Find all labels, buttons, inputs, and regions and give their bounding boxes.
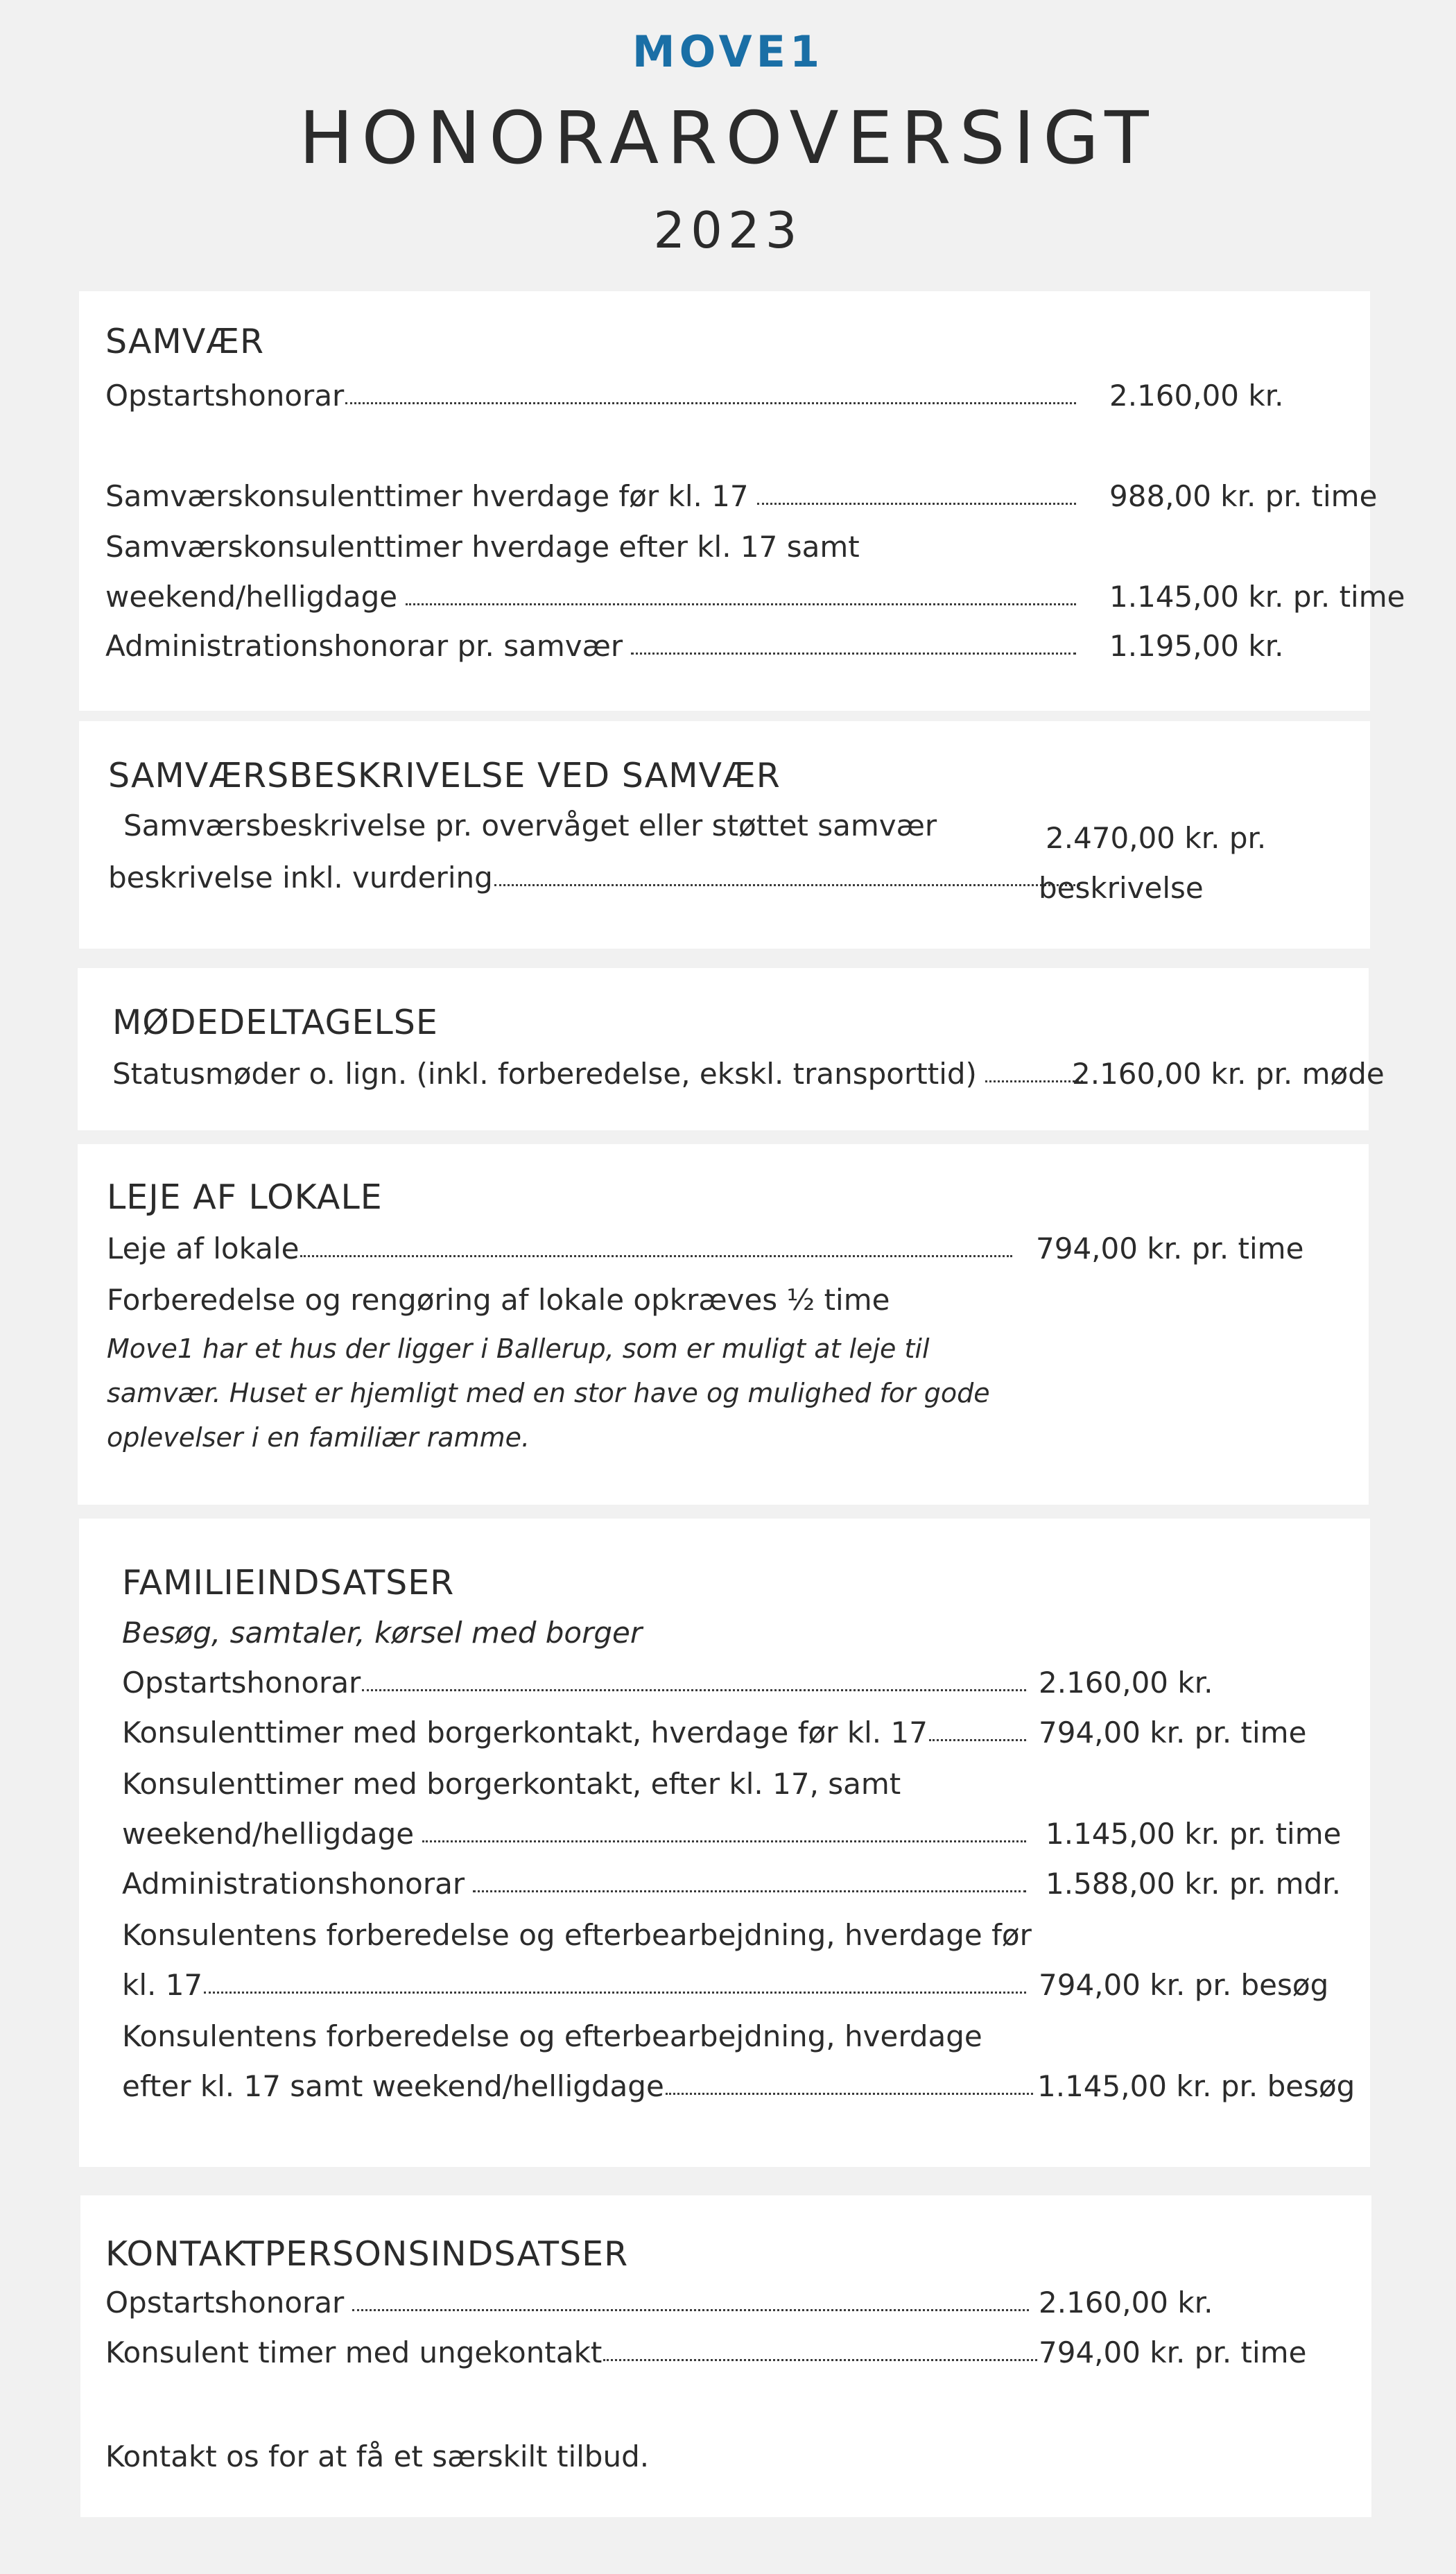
- row-price: 1.145,00 kr. pr. besøg: [1037, 2069, 1355, 2103]
- price-row: [105, 2288, 1353, 2323]
- row-label-line1: Konsulentens forberedelse og efterbearbejdning, hverdage før: [122, 1918, 1032, 1952]
- row-label: Konsulenttimer med borgerkontakt, hverdage før kl. 17: [122, 1716, 928, 1750]
- price-row: [105, 479, 1378, 517]
- house-note-line2: samvær. Huset er hjemligt med en stor have og mulighed for gode: [107, 1378, 990, 1408]
- row-label: Opstartshonorar: [105, 2286, 345, 2320]
- row-label: kl. 17: [122, 1968, 203, 2002]
- row-price: 1.588,00 kr. pr. mdr.: [1046, 1867, 1341, 1901]
- section-heading: SAMVÆRSBESKRIVELSE VED SAMVÆR: [108, 756, 781, 795]
- price-row: [122, 2069, 1363, 2107]
- dot-leader: [362, 1689, 1026, 1691]
- dot-leader: [631, 653, 1076, 655]
- section-heading: MØDEDELTAGELSE: [112, 1003, 438, 1042]
- price-row: [105, 580, 1405, 617]
- price-row: [105, 629, 1353, 666]
- row-label: Opstartshonorar: [105, 379, 345, 413]
- house-note-line3: oplevelser i en familiær ramme.: [107, 1422, 530, 1453]
- section-heading: FAMILIEINDSATSER: [122, 1563, 455, 1603]
- row-price-line1: 2.470,00 kr. pr.: [1046, 821, 1267, 855]
- row-price: 1.145,00 kr. pr. time: [1109, 580, 1405, 614]
- page-title: HONORAROVERSIGT: [299, 96, 1157, 180]
- section-heading: SAMVÆR: [105, 322, 265, 361]
- row-label: efter kl. 17 samt weekend/helligdage: [122, 2069, 664, 2103]
- row-label-line1: Samværsbeskrivelse pr. overvåget eller støttet samvær: [123, 809, 937, 843]
- row-label-line1: Samværskonsulenttimer hverdage efter kl. 17 samt: [105, 530, 860, 564]
- dot-leader: [406, 603, 1076, 605]
- section-kontaktpersonsindsatser: [80, 2195, 1371, 2517]
- section-moededeltagelse: [78, 968, 1385, 1130]
- row-label: Statusmøder o. lign. (inkl. forberedelse, ekskl. transporttid): [112, 1057, 977, 1091]
- price-row: [122, 1968, 1363, 2005]
- dot-leader: [985, 1080, 1083, 1082]
- row-price: 794,00 kr. pr. time: [1036, 1232, 1304, 1266]
- dot-leader: [345, 402, 1076, 404]
- brand-logo: MOVE1: [632, 26, 824, 77]
- page-year: 2023: [653, 201, 803, 259]
- row-label: Administrationshonorar pr. samvær: [105, 629, 623, 663]
- row-price: 2.160,00 kr. pr. møde: [1072, 1057, 1385, 1091]
- dot-leader: [603, 2359, 1037, 2361]
- row-price: 1.195,00 kr.: [1109, 629, 1284, 663]
- row-price: 794,00 kr. pr. time: [1039, 1716, 1307, 1750]
- row-label-line1: Konsulenttimer med borgerkontakt, efter kl. 17, samt: [122, 1767, 901, 1801]
- section-familieindsatser: [79, 1519, 1370, 2167]
- dot-leader: [929, 1739, 1026, 1741]
- row-label: Konsulent timer med ungekontakt: [105, 2335, 603, 2369]
- dot-leader: [204, 1992, 1026, 1994]
- row-price: 2.160,00 kr.: [1039, 1666, 1213, 1700]
- price-row: [105, 381, 1353, 416]
- section-samvaer: [79, 291, 1405, 711]
- price-row: [122, 1817, 1363, 1854]
- price-row: [122, 1869, 1363, 1904]
- row-price: 988,00 kr. pr. time: [1109, 479, 1378, 513]
- contact-footer-text: Kontakt os for at få et særskilt tilbud.: [105, 2439, 650, 2473]
- house-note-line1: Move1 har et hus der ligger i Ballerup, som er muligt at leje til: [107, 1333, 930, 1364]
- row-price: 2.160,00 kr.: [1039, 2286, 1213, 2320]
- price-row: [122, 1718, 1363, 1753]
- row-price: 794,00 kr. pr. time: [1039, 2335, 1307, 2369]
- dot-leader: [300, 1255, 1012, 1257]
- section-heading: KONTAKTPERSONSINDSATSER: [105, 2234, 629, 2274]
- dot-leader: [422, 1840, 1026, 1842]
- dot-leader: [757, 503, 1076, 505]
- row-label: weekend/helligdage: [105, 580, 398, 614]
- price-row: [105, 2335, 1353, 2373]
- row-label: Leje af lokale: [107, 1232, 300, 1266]
- price-row: [122, 1668, 1363, 1703]
- dot-leader: [473, 1890, 1026, 1892]
- row-label: Administrationshonorar: [122, 1867, 465, 1901]
- row-label: Opstartshonorar: [122, 1666, 361, 1700]
- dot-leader: [494, 884, 1080, 886]
- section-subheading: Besøg, samtaler, kørsel med borger: [122, 1616, 643, 1650]
- row-label: weekend/helligdage: [122, 1817, 415, 1851]
- section-samvaersbeskrivelse: [79, 721, 1370, 949]
- dot-leader: [666, 2093, 1033, 2095]
- row-price-line2: beskrivelse: [1039, 871, 1204, 905]
- row-label: Samværskonsulenttimer hverdage før kl. 17: [105, 479, 749, 513]
- row-label-line1: Konsulentens forberedelse og efterbearbejdning, hverdage: [122, 2019, 982, 2053]
- preparation-note: Forberedelse og rengøring af lokale opkræves ½ time: [107, 1283, 890, 1317]
- row-price: 2.160,00 kr.: [1109, 379, 1284, 413]
- section-heading: LEJE AF LOKALE: [107, 1177, 383, 1217]
- price-row: [112, 1057, 1385, 1094]
- row-price: 1.145,00 kr. pr. time: [1046, 1817, 1342, 1851]
- section-leje-af-lokale: [78, 1144, 1369, 1505]
- dot-leader: [352, 2309, 1029, 2311]
- row-price: 794,00 kr. pr. besøg: [1039, 1968, 1329, 2002]
- price-row: [107, 1234, 1355, 1269]
- row-label: beskrivelse inkl. vurdering: [108, 861, 493, 895]
